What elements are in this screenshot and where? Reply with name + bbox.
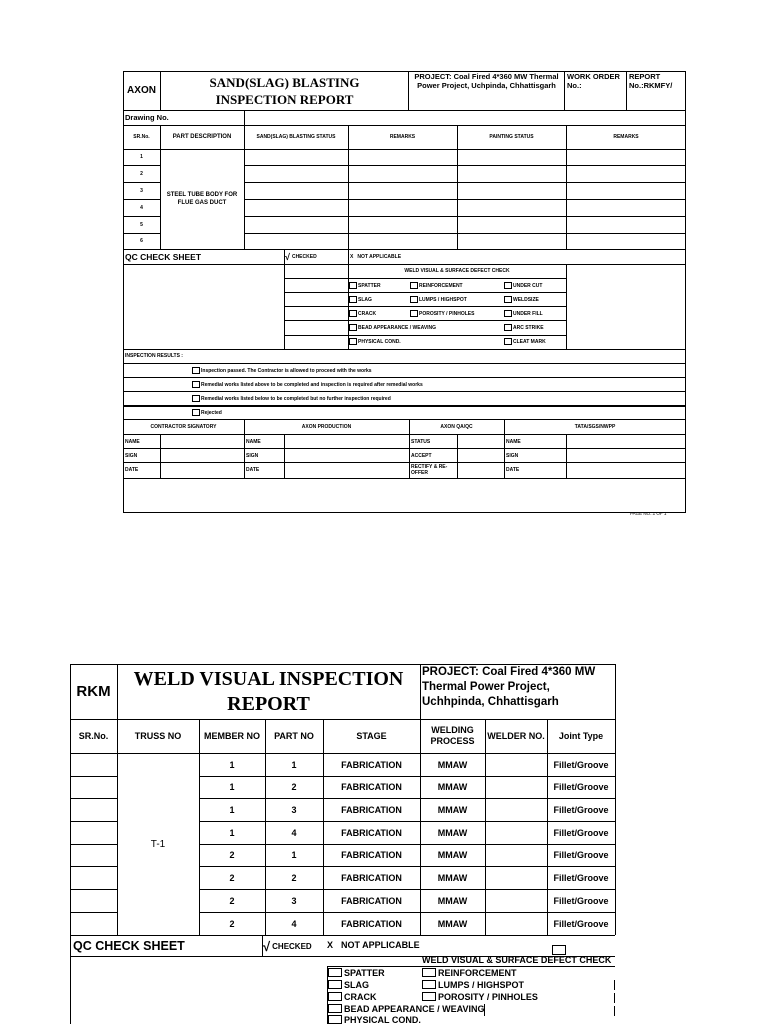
member-no-cell: 2 [229,918,235,929]
joint-type-cell: Fillet/Groove [553,895,609,906]
report1-tata-date-label: DATE [506,467,520,473]
stage-cell: FABRICATION [341,804,402,815]
stage-cell: FABRICATION [341,895,402,906]
report2-defect-label: CRACK [344,991,377,1002]
report1-defect-label: SPATTER [358,282,381,289]
report1-production-date-label: DATE [246,467,260,473]
joint-type-cell: Fillet/Groove [553,918,609,929]
checkbox-icon[interactable] [504,310,512,317]
report1-row-number: 2 [140,170,143,177]
report1-title-line2: INSPECTION REPORT [215,91,354,107]
report1-qc-check-sheet: QC CHECK SHEET [125,252,202,262]
report1-defect-slag[interactable] [349,293,409,306]
report1-checked-legend [285,250,347,264]
report1-defect-undercut[interactable] [504,279,564,292]
process-cell: MMAW [437,804,468,815]
report1-inspection-results-label: INSPECTION RESULTS : [125,353,183,359]
report1-header-srno: SR.No. [133,134,150,140]
checkbox-icon[interactable] [349,310,357,317]
report2-header-srno: SR.No. [78,731,109,741]
report1-defect-lumps[interactable] [410,293,500,306]
report1-defect-underfill[interactable] [504,307,564,320]
report2-defect-spatter[interactable] [328,967,418,978]
report1-result-label: Remedial works listed below to be completed but no further inspection required [201,395,391,402]
report1-row-number: 1 [140,154,143,160]
joint-type-cell: Fillet/Groove [553,759,609,770]
report1-result-passed[interactable] [192,364,592,377]
checkbox-icon[interactable] [410,282,418,289]
report2-defect-bead[interactable] [328,1003,488,1014]
report2-defect-physical[interactable] [328,1015,448,1024]
report2-header-joint-type: Joint Type [558,731,604,741]
report1-report-no: REPORT No.:RKMFY/ [629,72,673,90]
report1-result-label: Remedial works listed above to be completed and inspection is required after remedial works [201,381,423,388]
checkmark-icon: √ [263,938,271,954]
report1-defect-cleat-mark[interactable] [504,335,564,348]
report1-tata-sign-label: SIGN [506,452,519,459]
report2-title-line2: REPORT [227,692,310,715]
report1-row-number: 4 [140,204,143,211]
cross-icon: X [350,254,354,260]
checkbox-icon[interactable] [192,395,200,402]
checkbox-icon[interactable] [192,367,200,374]
checkmark-icon: √ [285,252,290,262]
report2-header-member-no: MEMBER NO [204,731,260,741]
stage-cell: FABRICATION [341,850,402,860]
checkbox-icon[interactable] [504,338,512,345]
report1-title-line1: SAND(SLAG) BLASTING [209,74,360,90]
report1-defect-spatter[interactable] [349,279,409,292]
report1-header-part-description: PART DESCRIPTION [172,134,232,140]
process-cell: MMAW [437,759,468,770]
report1-production-name-label: NAME [246,438,261,445]
report1-defect-label: CLEAT MARK [513,338,546,345]
report2-header-welding-process: WELDING PROCESS [430,725,475,746]
member-no-cell: 1 [229,782,235,792]
part-no-cell: 1 [291,850,297,860]
checkbox-icon[interactable] [504,282,512,289]
checkbox-icon[interactable] [349,296,357,303]
checkbox-icon[interactable] [328,1015,342,1024]
report1-part-description: STEEL TUBE BODY FOR FLUE GAS DUCT [166,192,238,206]
report2-defect-lumps[interactable] [422,979,542,990]
report2-title-line1: WELD VISUAL INSPECTION [133,667,404,690]
report1-company: AXON [123,71,161,110]
report2-defect-label: SPATTER [344,967,385,978]
report1-tata-name-label: NAME [506,438,521,445]
joint-type-cell: Fillet/Groove [553,782,609,792]
checkbox-icon[interactable] [504,324,512,331]
report1-axon-production: AXON PRODUCTION [301,424,352,430]
process-cell: MMAW [437,895,468,906]
report2-project: PROJECT: Coal Fired 4*360 MW Thermal Power Project, Uchhpinda, Chhattisgarh [422,666,596,708]
report1-na-legend [350,250,460,264]
report1-qc-accept-label: ACCEPT [411,452,432,459]
report1-defect-porosity[interactable] [410,307,502,320]
checkbox-icon[interactable] [328,1004,342,1013]
stage-cell: FABRICATION [341,872,402,883]
report1-defect-label: UNDER CUT [513,282,543,289]
stage-cell: FABRICATION [341,918,402,929]
checkbox-icon[interactable] [410,296,418,303]
checkbox-icon[interactable] [349,282,357,289]
report1-page-no: PAGE NO.:1 OF 1 [630,511,667,516]
report2-na-legend [327,936,447,953]
checkbox-icon[interactable] [349,338,357,345]
report1-production-sign-label: SIGN [246,452,259,459]
report2-checked-legend [263,936,325,956]
report2-company: RKM [76,683,111,700]
report1-defect-reinforcement[interactable] [410,279,500,292]
report2-checked-label: CHECKED [272,941,312,951]
report2-title [117,664,420,719]
report1-header-remarks: REMARKS [389,134,416,140]
joint-type-cell: Fillet/Groove [553,827,609,838]
report1-defect-physical[interactable] [349,335,449,348]
report1-defect-label: ARC STRIKE [513,324,544,331]
report1-result-remedial-no-inspect[interactable] [192,392,642,405]
report2-header-part-no: PART NO [274,731,314,741]
report1-defect-label: PHYSICAL COND. [358,338,401,345]
report2-defect-label: BEAD APPEARANCE / WEAVING [344,1003,485,1014]
report1-defect-label: UNDER FILL [513,310,543,317]
report1-defect-label: WELDSIZE [513,296,539,303]
report1-row-number: 5 [140,221,143,228]
report1-defect-bead[interactable] [349,321,459,334]
process-cell: MMAW [437,782,468,792]
report2-defect-label: LUMPS / HIGHSPOT [438,979,525,990]
report1-row-number: 6 [140,238,143,244]
part-no-cell: 2 [291,782,297,792]
report1-axon-qaqc: AXON QA/QC [440,424,473,430]
member-no-cell: 1 [229,804,235,815]
joint-type-cell: Fillet/Groove [553,872,609,883]
report2-defect-crack[interactable] [328,991,418,1002]
report2-na-label: NOT APPLICABLE [341,939,420,950]
report1-drawing-no: Drawing No. [125,113,169,122]
report1-work-order: WORK ORDER No.: [565,71,627,110]
process-cell: MMAW [437,872,468,883]
joint-type-cell: Fillet/Groove [553,804,609,815]
checkbox-icon[interactable] [422,968,436,977]
report2-defect-label: POROSITY / PINHOLES [438,991,538,1002]
report1-result-label: Inspection passed. The Contractor is allowed to proceed with the works [201,367,372,374]
part-no-cell: 1 [291,759,297,770]
report2-header-truss-no: TRUSS NO [134,731,182,741]
member-no-cell: 2 [229,872,235,883]
report1-defect-weldsize[interactable] [504,293,564,306]
stage-cell: FABRICATION [341,827,402,838]
report1-result-rejected[interactable] [192,406,392,419]
report1-tata-sgs: TATA/SGS/NWPP [574,424,616,430]
report1-contractor-date-label: DATE [125,467,139,473]
member-no-cell: 1 [229,827,235,838]
report1-defect-check-title: WELD VISUAL & SURFACE DEFECT CHECK [404,268,510,274]
report1-qc-rectify-label: RECTIFY & RE-OFFER [411,464,448,476]
checkbox-icon[interactable] [552,945,566,955]
report2-qc-check-sheet: QC CHECK SHEET [73,939,185,953]
member-no-cell: 1 [229,759,235,770]
report1-result-label: Rejected [201,409,222,416]
checkbox-icon[interactable] [192,409,200,416]
report1-row-number: 3 [140,187,143,194]
report1-project: PROJECT: Coal Fired 4*360 MW Thermal Power Project, Uchpinda, Chhattisgarh [409,71,565,110]
report1-defect-label: BEAD APPEARANCE / WEAVING [358,324,437,331]
report2-header-stage: STAGE [356,731,387,741]
report2-defect-slag[interactable] [328,979,418,990]
report1-contractor-name-label: NAME [125,438,140,445]
checkbox-icon[interactable] [422,992,436,1001]
checkbox-icon[interactable] [192,381,200,388]
checkbox-icon[interactable] [349,324,357,331]
report1-defect-label: CRACK [358,310,377,317]
report1-header-remarks-2: REMARKS [613,134,639,140]
checkbox-icon[interactable] [328,992,342,1001]
report2-defect-check-title: WELD VISUAL & SURFACE DEFECT CHECK [422,955,612,965]
report1-header-blasting-status: SAND(SLAG) BLASTING STATUS [256,134,336,140]
checkbox-icon[interactable] [422,980,436,989]
report1-defect-label: SLAG [358,296,372,303]
report1-defect-label: POROSITY / PINHOLES [419,310,475,317]
member-no-cell: 2 [229,895,235,906]
checkbox-icon[interactable] [504,296,512,303]
report1-title [161,71,409,110]
checkbox-icon[interactable] [410,310,418,317]
report2-header-welder-no: WELDER NO. [487,731,545,741]
member-no-cell: 2 [229,850,235,860]
report1-defect-arc-strike[interactable] [504,321,564,334]
process-cell: MMAW [437,827,468,838]
report2-defect-porosity[interactable] [422,991,552,1002]
process-cell: MMAW [437,918,468,929]
report2-truss-no: T-1 [150,838,166,850]
part-no-cell: 2 [291,872,297,883]
report1-checked-label: CHECKED [291,254,317,260]
cross-icon: X [327,939,334,950]
part-no-cell: 3 [291,895,297,906]
report1-contractor-sign-label: SIGN [125,452,138,459]
joint-type-cell: Fillet/Groove [553,850,609,860]
report2-defect-reinforcement[interactable] [422,967,542,978]
part-no-cell: 4 [291,827,297,838]
checkbox-icon[interactable] [328,968,342,977]
report1-na-label: NOT APPLICABLE [357,254,402,260]
stage-cell: FABRICATION [341,759,402,770]
report1-defect-crack[interactable] [349,307,409,320]
process-cell: MMAW [437,850,468,860]
part-no-cell: 3 [291,804,297,815]
report1-defect-label: LUMPS / HIGHSPOT [419,296,467,303]
report1-header-painting-status: PAINTING STATUS [489,134,534,140]
part-no-cell: 4 [291,918,297,929]
report2-defect-label: SLAG [344,979,370,990]
stage-cell: FABRICATION [341,782,402,792]
report1-qc-status-label: STATUS [411,438,431,445]
checkbox-icon[interactable] [328,980,342,989]
report1-result-remedial-reinspect[interactable] [192,378,642,391]
report1-contractor-signatory: CONTRACTOR SIGNATORY [150,424,217,430]
report2-defect-label: PHYSICAL COND. [344,1015,421,1024]
report2-defect-label: REINFORCEMENT [438,967,517,978]
report1-defect-label: REINFORCEMENT [419,282,463,289]
